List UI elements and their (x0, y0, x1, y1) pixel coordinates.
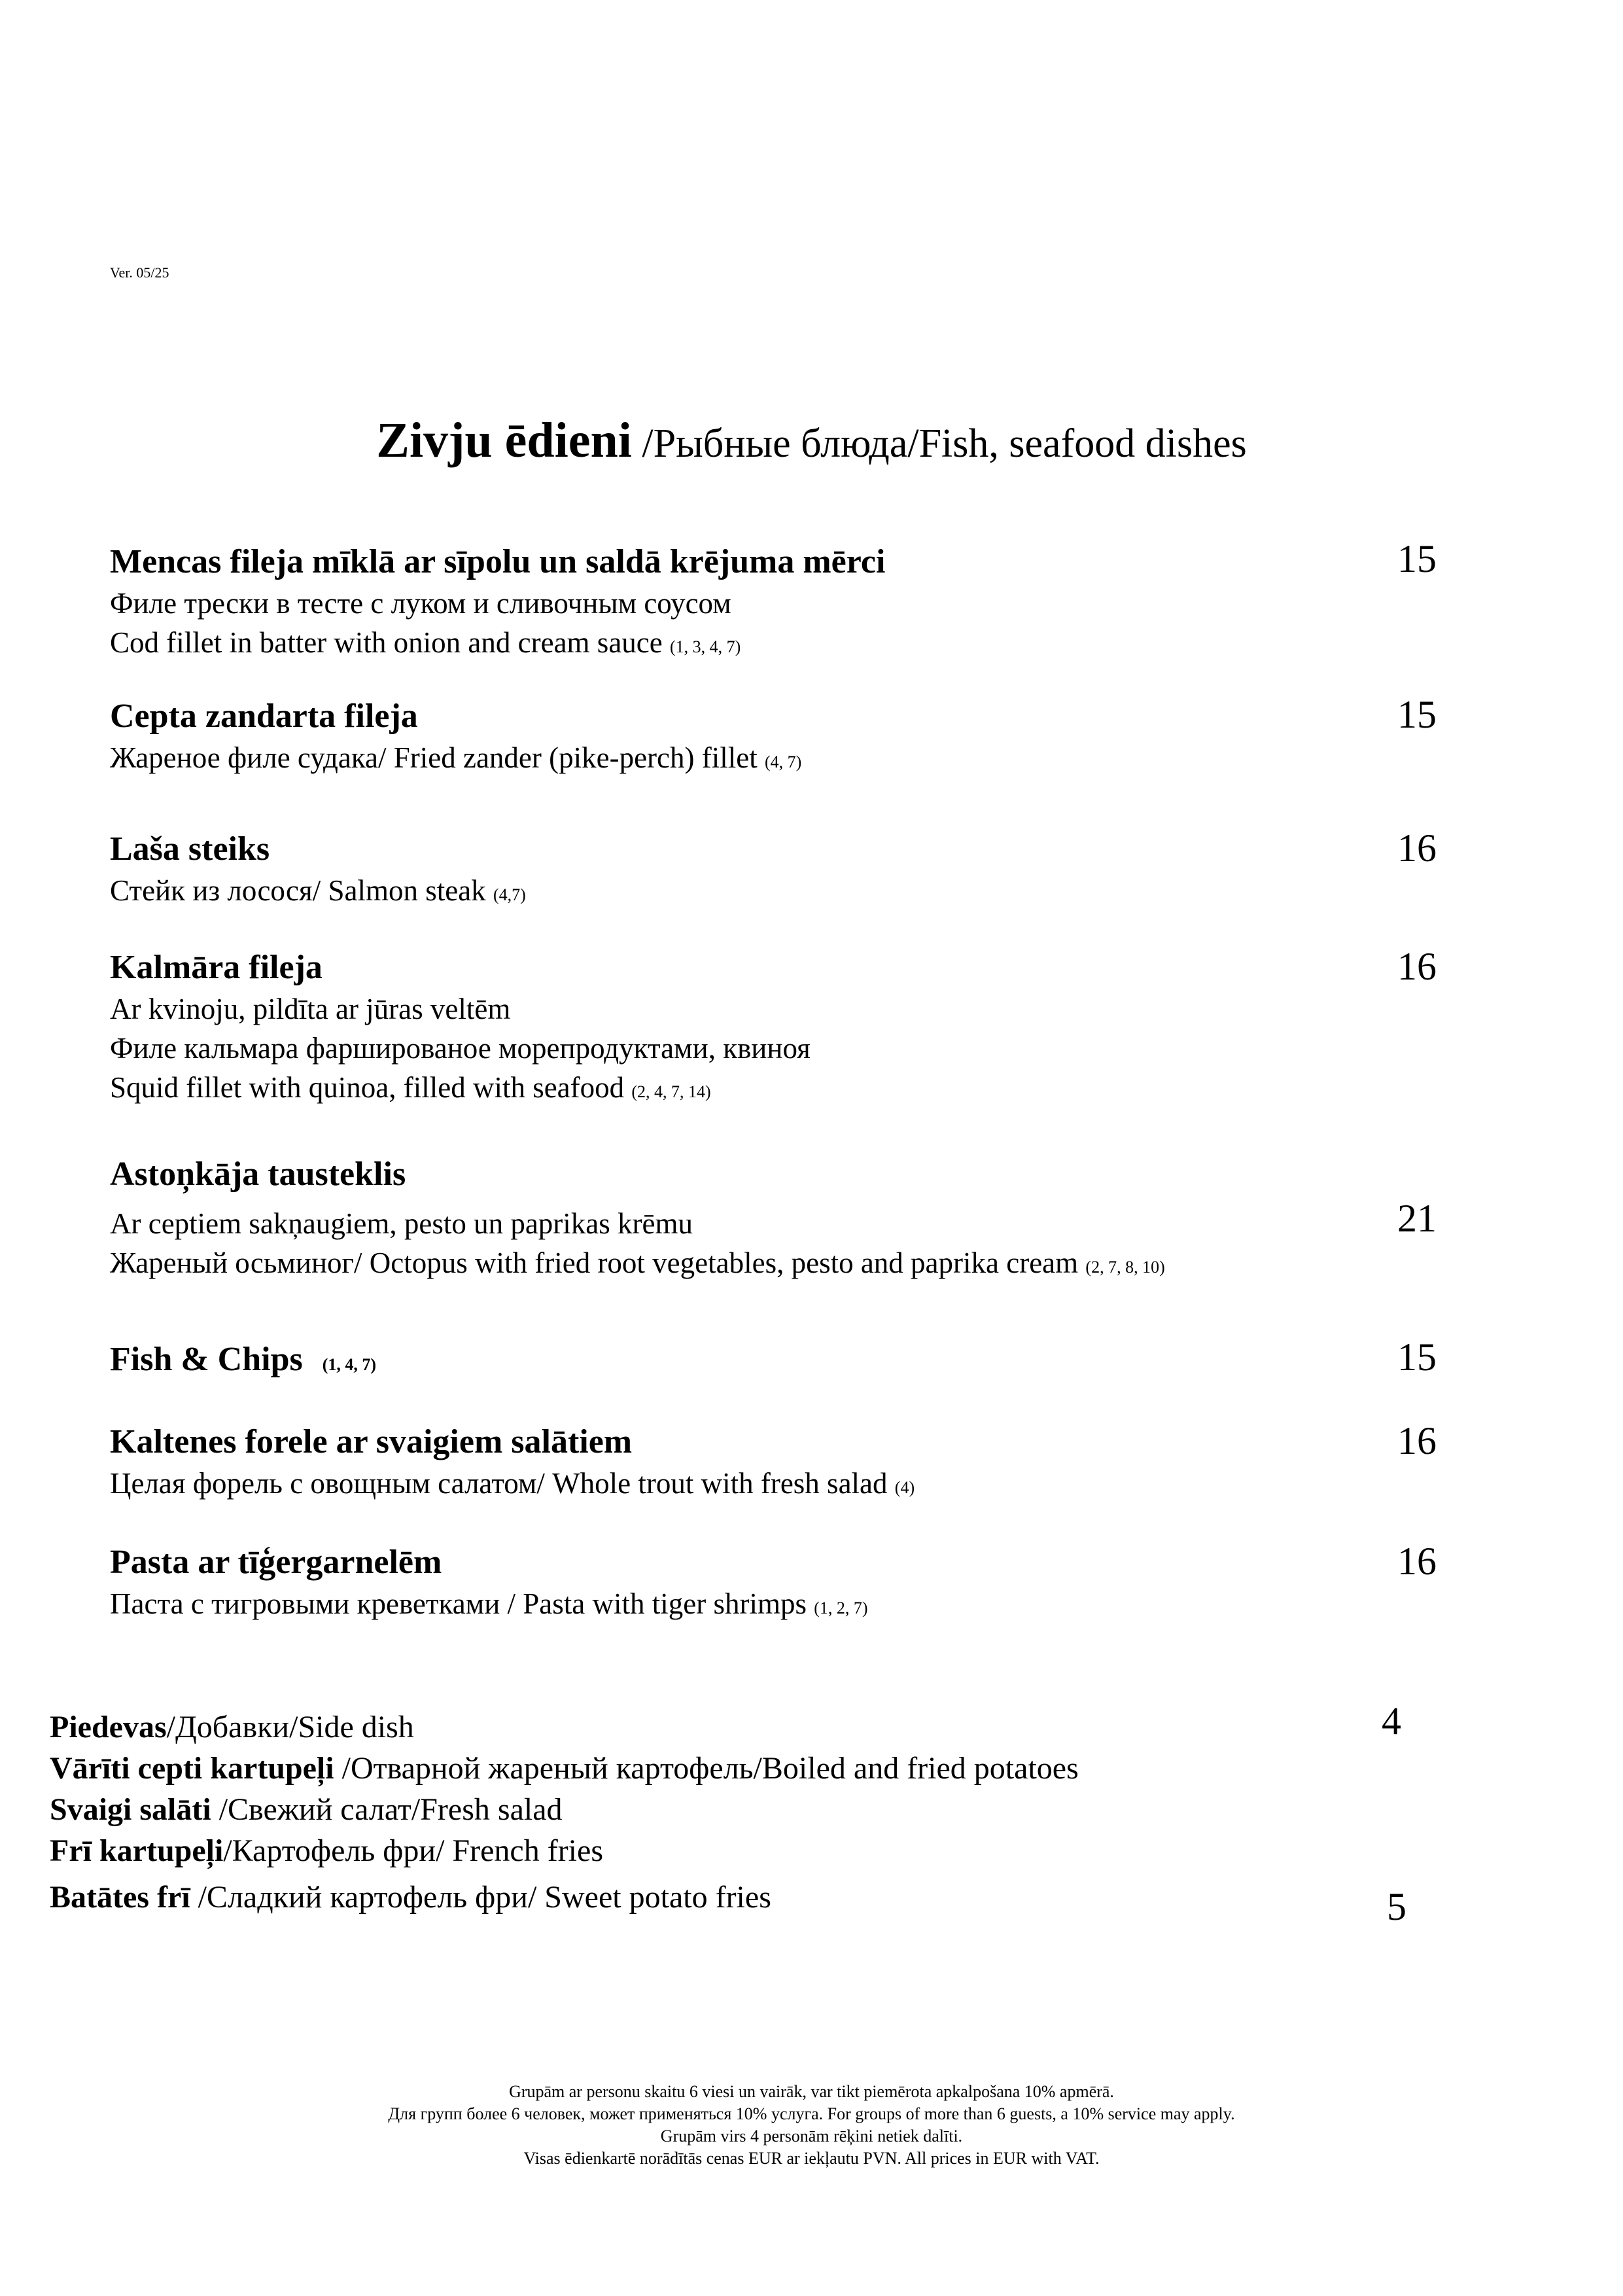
allergen-codes: (1, 2, 7) (814, 1598, 868, 1617)
dish-description: Ar kvinoju, pildīta ar jūras veltēm (110, 993, 511, 1025)
dish-description: Жареный осьминог/ Octopus with fried root vegetables, pesto and paprika cream (2, 7, 8, 10) (110, 1246, 1165, 1279)
side-price-sweet-potato: 5 (1387, 1885, 1406, 1928)
side-heading: Piedevas/Добавки/Side dish (50, 1710, 414, 1744)
side-item: Frī kartupeļi/Картофель фри/ French fries (50, 1833, 603, 1868)
dish-name: Cepta zandarta fileja (110, 698, 418, 735)
dish-item (110, 540, 1431, 667)
dish-name: Mencas fileja mīklā ar sīpolu un saldā krējuma mērci (110, 543, 886, 580)
dish-description: Жареное филе судака/ Fried zander (pike-perch) fillet (4, 7) (110, 741, 802, 774)
dish-price: 16 (1397, 1540, 1437, 1583)
allergen-codes: (4,7) (493, 885, 526, 904)
dish-name: Astoņkāja tausteklis (110, 1156, 406, 1193)
dish-name: Kaltenes forele ar svaigiem salātiem (110, 1423, 633, 1460)
dish-price: 16 (1397, 1419, 1437, 1462)
dish-item (110, 828, 1431, 915)
footer-line: Visas ēdienkartē norādītās cenas EUR ar iekļautu PVN. All prices in EUR with VAT. (523, 2149, 1100, 2168)
dish-item (110, 946, 1431, 1112)
dish-price: 15 (1397, 693, 1437, 736)
dish-description: Филе трески в тесте с луком и сливочным соусом (110, 587, 731, 620)
allergen-codes: (1, 4, 7) (322, 1355, 377, 1374)
footer-line: Для групп более 6 человек, может применяться 10% услуга. For groups of more than 6 guests, a 10% service may apply. (388, 2104, 1235, 2123)
side-item: Vārīti cepti kartupeļi /Отварной жареный картофель/Boiled and fried potatoes (50, 1751, 1079, 1786)
dish-item (110, 1153, 1431, 1287)
dish-item (110, 1338, 1431, 1386)
allergen-codes: (4) (894, 1478, 915, 1497)
allergen-codes: (1, 3, 4, 7) (670, 637, 741, 656)
footer-notes (0, 2081, 1623, 2170)
menu-version: Ver. 05/25 (110, 264, 169, 281)
allergen-codes: (2, 7, 8, 10) (1085, 1258, 1165, 1277)
page-title (0, 412, 1623, 469)
dish-item (110, 1541, 1431, 1628)
allergen-codes: (2, 4, 7, 14) (631, 1082, 711, 1101)
dish-description: Филе кальмара фаршированое морепродуктами, квиноя (110, 1032, 811, 1065)
dish-price: 21 (1397, 1197, 1437, 1240)
side-dishes (50, 1706, 1423, 1918)
title-latvian: Zivju ēdieni (376, 413, 632, 468)
dish-description: Целая форель с овощным салатом/ Whole trout with fresh salad (4) (110, 1467, 915, 1500)
title-translations: /Рыбные блюда/Fish, seafood dishes (631, 421, 1247, 466)
allergen-codes: (4, 7) (764, 752, 802, 771)
dish-name: Fish & Chips (1, 4, 7) (110, 1341, 377, 1378)
side-item: Batātes frī /Сладкий картофель фри/ Sweet potato fries (50, 1880, 771, 1915)
dish-description: Cod fillet in batter with onion and cream sauce (1, 3, 4, 7) (110, 626, 741, 659)
dish-price: 16 (1397, 945, 1437, 988)
dish-item (110, 695, 1431, 782)
footer-line: Grupām virs 4 personām rēķini netiek dalīti. (660, 2127, 963, 2146)
dish-price: 15 (1397, 1335, 1437, 1379)
dish-name: Pasta ar tīģergarnelēm (110, 1544, 442, 1581)
dish-name: Kalmāra fileja (110, 949, 323, 986)
dish-description: Ar ceptiem sakņaugiem, pesto un paprikas krēmu (110, 1207, 693, 1240)
footer-line: Grupām ar personu skaitu 6 viesi un vairāk, var tikt piemērota apkalpošana 10% apmērā. (509, 2082, 1114, 2101)
dish-name: Laša steiks (110, 830, 270, 868)
dish-price: 16 (1397, 826, 1437, 870)
dish-description: Стейк из лосося/ Salmon steak (4,7) (110, 874, 526, 907)
dish-description: Squid fillet with quinoa, filled with seafood (2, 4, 7, 14) (110, 1071, 711, 1104)
side-item: Svaigi salāti /Свежий салат/Fresh salad (50, 1792, 563, 1827)
side-price: 4 (1382, 1699, 1401, 1742)
dish-item (110, 1421, 1431, 1508)
dish-price: 15 (1397, 537, 1437, 580)
dish-description: Паста с тигровыми креветками / Pasta with tiger shrimps (1, 2, 7) (110, 1587, 868, 1620)
